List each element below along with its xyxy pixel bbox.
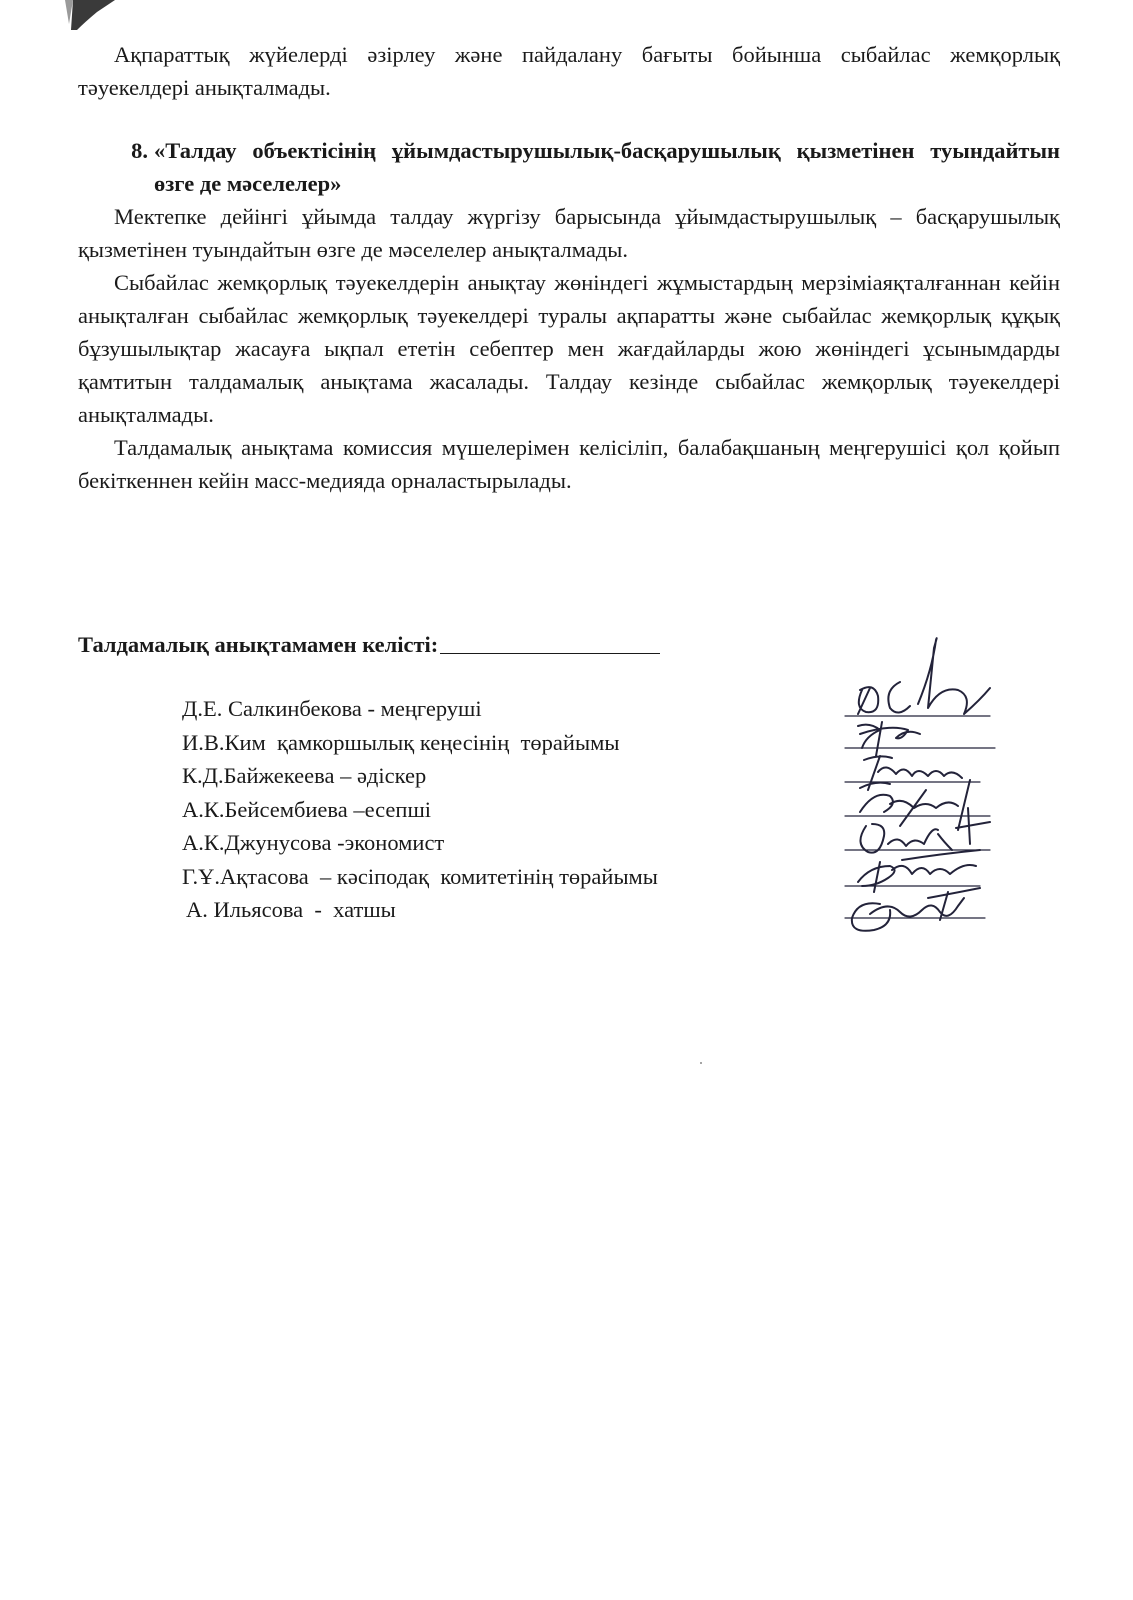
section-number: 8. xyxy=(131,138,148,163)
signatory-item: Д.Е. Салкинбекова - меңгеруші xyxy=(182,696,482,721)
signatory-item: К.Д.Байжекеева – әдіскер xyxy=(182,763,427,788)
section-title: «Талдау объектісінің ұйымдастырушылық-басқарушылық қызметінен туындайтын өзге де мәселелер» xyxy=(154,138,1060,196)
signatory-list xyxy=(182,692,658,927)
signature-3 xyxy=(860,756,962,790)
signature-2 xyxy=(858,722,920,756)
document-body xyxy=(78,38,1060,497)
signatory-item: А.К.Бейсембиева –есепші xyxy=(182,796,432,822)
approval-label: Талдамалық анықтамамен келісті: xyxy=(78,632,439,657)
signature-7 xyxy=(852,888,980,931)
signature-1 xyxy=(858,638,990,714)
section-8-heading xyxy=(78,134,1060,200)
scan-speck xyxy=(700,1062,702,1064)
signatory-item: А.К.Джунусова -экономист xyxy=(182,830,445,855)
publication-paragraph: Талдамалық анықтама комиссия мүшелерімен келісіліп, балабақшаның меңгерушісі қол қойып бекіткеннен кейін масс-медияда орналастырылады. xyxy=(78,435,1060,493)
signatory-item: А. Ильясова - хатшы xyxy=(186,897,396,922)
other-issues-paragraph: Мектепке дейінгі ұйымда талдау жүргізу барысында ұйымдастырушылық – басқарушылық қызметінен туындайтын өзге де мәселелер анықталмады. xyxy=(78,204,1060,262)
approval-block xyxy=(78,628,660,661)
signature-4 xyxy=(860,780,970,830)
signatory-item: Г.Ұ.Ақтасова – кәсіподақ комитетінің төрайымы xyxy=(182,863,658,889)
signature-5 xyxy=(860,808,990,853)
approval-signature-line xyxy=(440,653,660,654)
completion-paragraph: Сыбайлас жемқорлық тәуекелдерін анықтау жөніндегі жұмыстардың мерзіміаяқталғаннан кейін анықталған сыбайлас жемқорлық тәуекелдері туралы ақпаратты және сыбайлас жемқорлық құқық бұзушылықтар жасауға ықпал ететін себептер мен жағдайларды жою жөніндегі ұсынымдарды қамтитын талдамалық анықтама жасалады. Талдау кезінде сыбайлас жемқорлық тәуекелдері анықталмады. xyxy=(78,270,1060,427)
signatory-item: И.В.Ким қамкоршылық кеңесінің төрайымы xyxy=(182,729,620,755)
it-systems-paragraph: Ақпараттық жүйелерді әзірлеу және пайдалану бағыты бойынша сыбайлас жемқорлық тәуекелдері анықталмады. xyxy=(78,42,1060,100)
handwritten-signatures xyxy=(840,630,1040,950)
scan-edge-shadow xyxy=(55,0,115,30)
